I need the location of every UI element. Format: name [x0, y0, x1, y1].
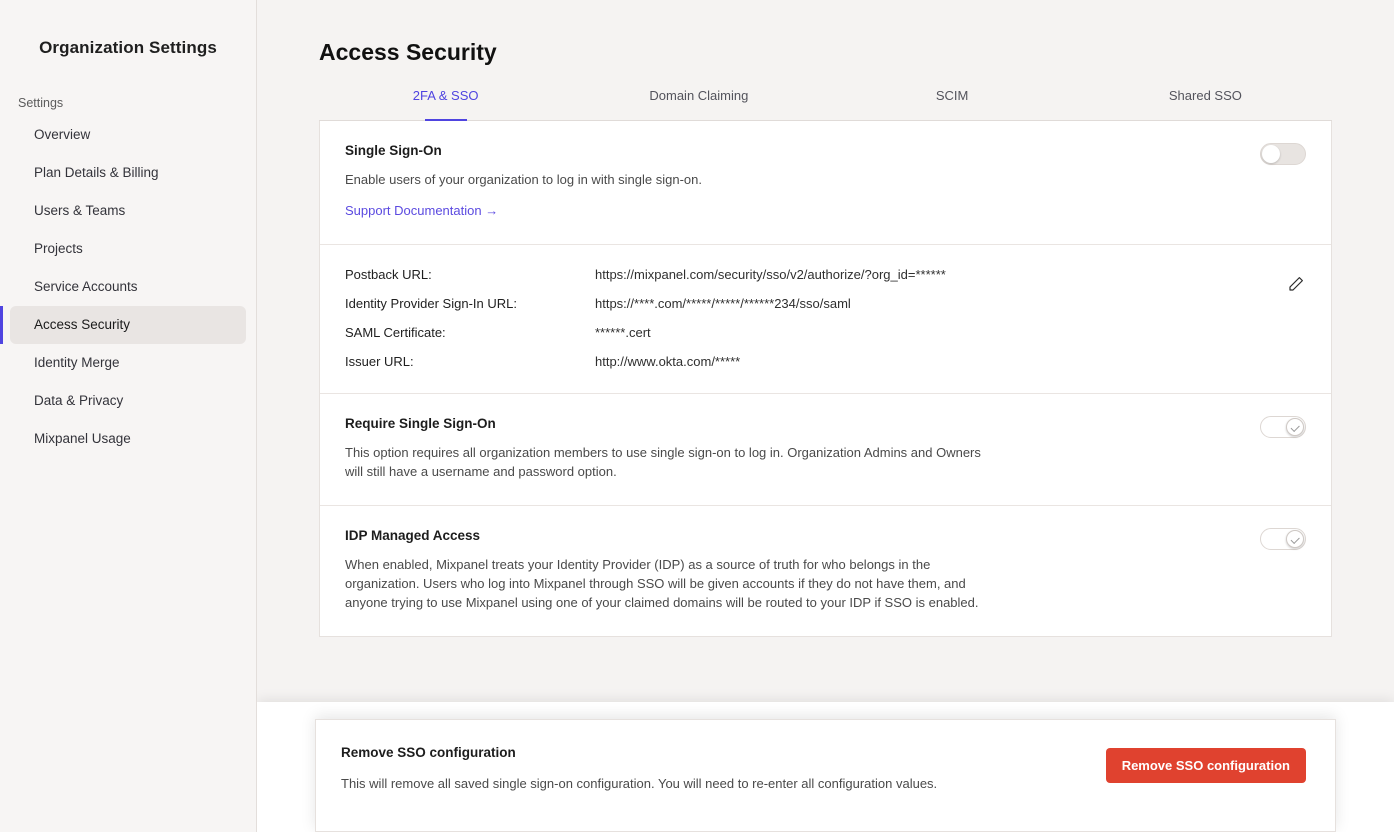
idp-managed-access-title: IDP Managed Access — [345, 528, 481, 544]
idp-managed-access-toggle[interactable] — [1260, 528, 1306, 550]
tab-2fa-sso[interactable]: 2FA & SSO — [319, 88, 572, 120]
organization-settings-title: Organization Settings — [39, 38, 217, 57]
sidebar-item-overview[interactable]: Overview — [34, 127, 91, 142]
section-single-sign-on — [320, 121, 1331, 245]
config-value: http://www.okta.com/***** — [595, 354, 741, 370]
config-value: https://mixpanel.com/security/sso/v2/authorize/?org_id=****** — [595, 267, 946, 283]
section-idp-managed-access — [320, 506, 1331, 636]
support-documentation-link[interactable]: Support Documentation → — [345, 203, 499, 219]
idp-managed-access-description: When enabled, Mixpanel treats your Identity Provider (IDP) as a source of truth for who belongs in the organization. Users who log into Mixpanel through SSO will be given accounts if they do not have them, and anyone trying to use Mixpanel using one of your claimed domains will be routed to your IDP if SSO is enabled. — [345, 557, 979, 611]
remove-sso-sticky-wrap — [257, 702, 1394, 832]
section-require-single-sign-on — [320, 394, 1331, 506]
config-row-saml-certificate — [345, 325, 1306, 340]
sidebar-group-label: Settings — [18, 96, 64, 110]
sidebar-item-access-security[interactable]: Access Security — [10, 306, 246, 344]
config-label: Issuer URL: — [345, 354, 414, 370]
sidebar — [0, 0, 257, 832]
config-label: Postback URL: — [345, 267, 432, 283]
pencil-icon[interactable] — [1287, 275, 1305, 298]
toggle-knob — [1262, 145, 1280, 163]
sidebar-item-mixpanel-usage[interactable]: Mixpanel Usage — [34, 431, 131, 446]
section-sso-configuration — [320, 245, 1331, 394]
sidebar-item-service-accounts[interactable]: Service Accounts — [34, 279, 138, 294]
remove-sso-card — [315, 719, 1336, 832]
sidebar-item-plan-details-billing[interactable]: Plan Details & Billing — [34, 165, 159, 180]
main-content — [257, 0, 1394, 832]
tab-domain-claiming[interactable]: Domain Claiming — [649, 88, 749, 104]
require-sso-toggle[interactable] — [1260, 416, 1306, 438]
sidebar-item-projects[interactable]: Projects — [34, 241, 83, 256]
sidebar-item-identity-merge[interactable]: Identity Merge — [34, 355, 120, 370]
remove-sso-title: Remove SSO configuration — [341, 745, 516, 760]
sidebar-nav — [0, 116, 256, 458]
single-sign-on-toggle[interactable] — [1260, 143, 1306, 165]
config-row-postback-url — [345, 267, 1306, 282]
tab-bar — [319, 88, 1332, 121]
config-row-idp-signin-url — [345, 296, 1306, 311]
toggle-knob — [1286, 530, 1304, 548]
config-row-issuer-url — [345, 354, 1306, 369]
sidebar-item-users-teams[interactable]: Users & Teams — [34, 203, 126, 218]
sidebar-item-data-privacy[interactable]: Data & Privacy — [34, 393, 124, 408]
page-title: Access Security — [319, 39, 497, 66]
config-label: SAML Certificate: — [345, 325, 446, 341]
settings-panel — [319, 121, 1332, 637]
require-sso-description: This option requires all organization members to use single sign-on to log in. Organization Admins and Owners will still have a username and password option. — [345, 445, 981, 480]
tab-shared-sso[interactable]: Shared SSO — [1168, 88, 1242, 104]
sso-config-list — [345, 267, 1306, 369]
remove-sso-button[interactable]: Remove SSO configuration — [1106, 748, 1306, 783]
tab-scim[interactable]: SCIM — [935, 88, 969, 104]
config-value: ******.cert — [595, 325, 651, 341]
remove-sso-description: This will remove all saved single sign-on configuration. You will need to re-enter all configuration values. — [341, 776, 938, 791]
single-sign-on-description: Enable users of your organization to log in with single sign-on. — [345, 172, 702, 188]
config-label: Identity Provider Sign-In URL: — [345, 296, 517, 312]
toggle-knob — [1286, 418, 1304, 436]
single-sign-on-title: Single Sign-On — [345, 143, 442, 159]
require-sso-title: Require Single Sign-On — [345, 416, 496, 432]
config-value: https://****.com/*****/*****/******234/sso/saml — [595, 296, 851, 312]
